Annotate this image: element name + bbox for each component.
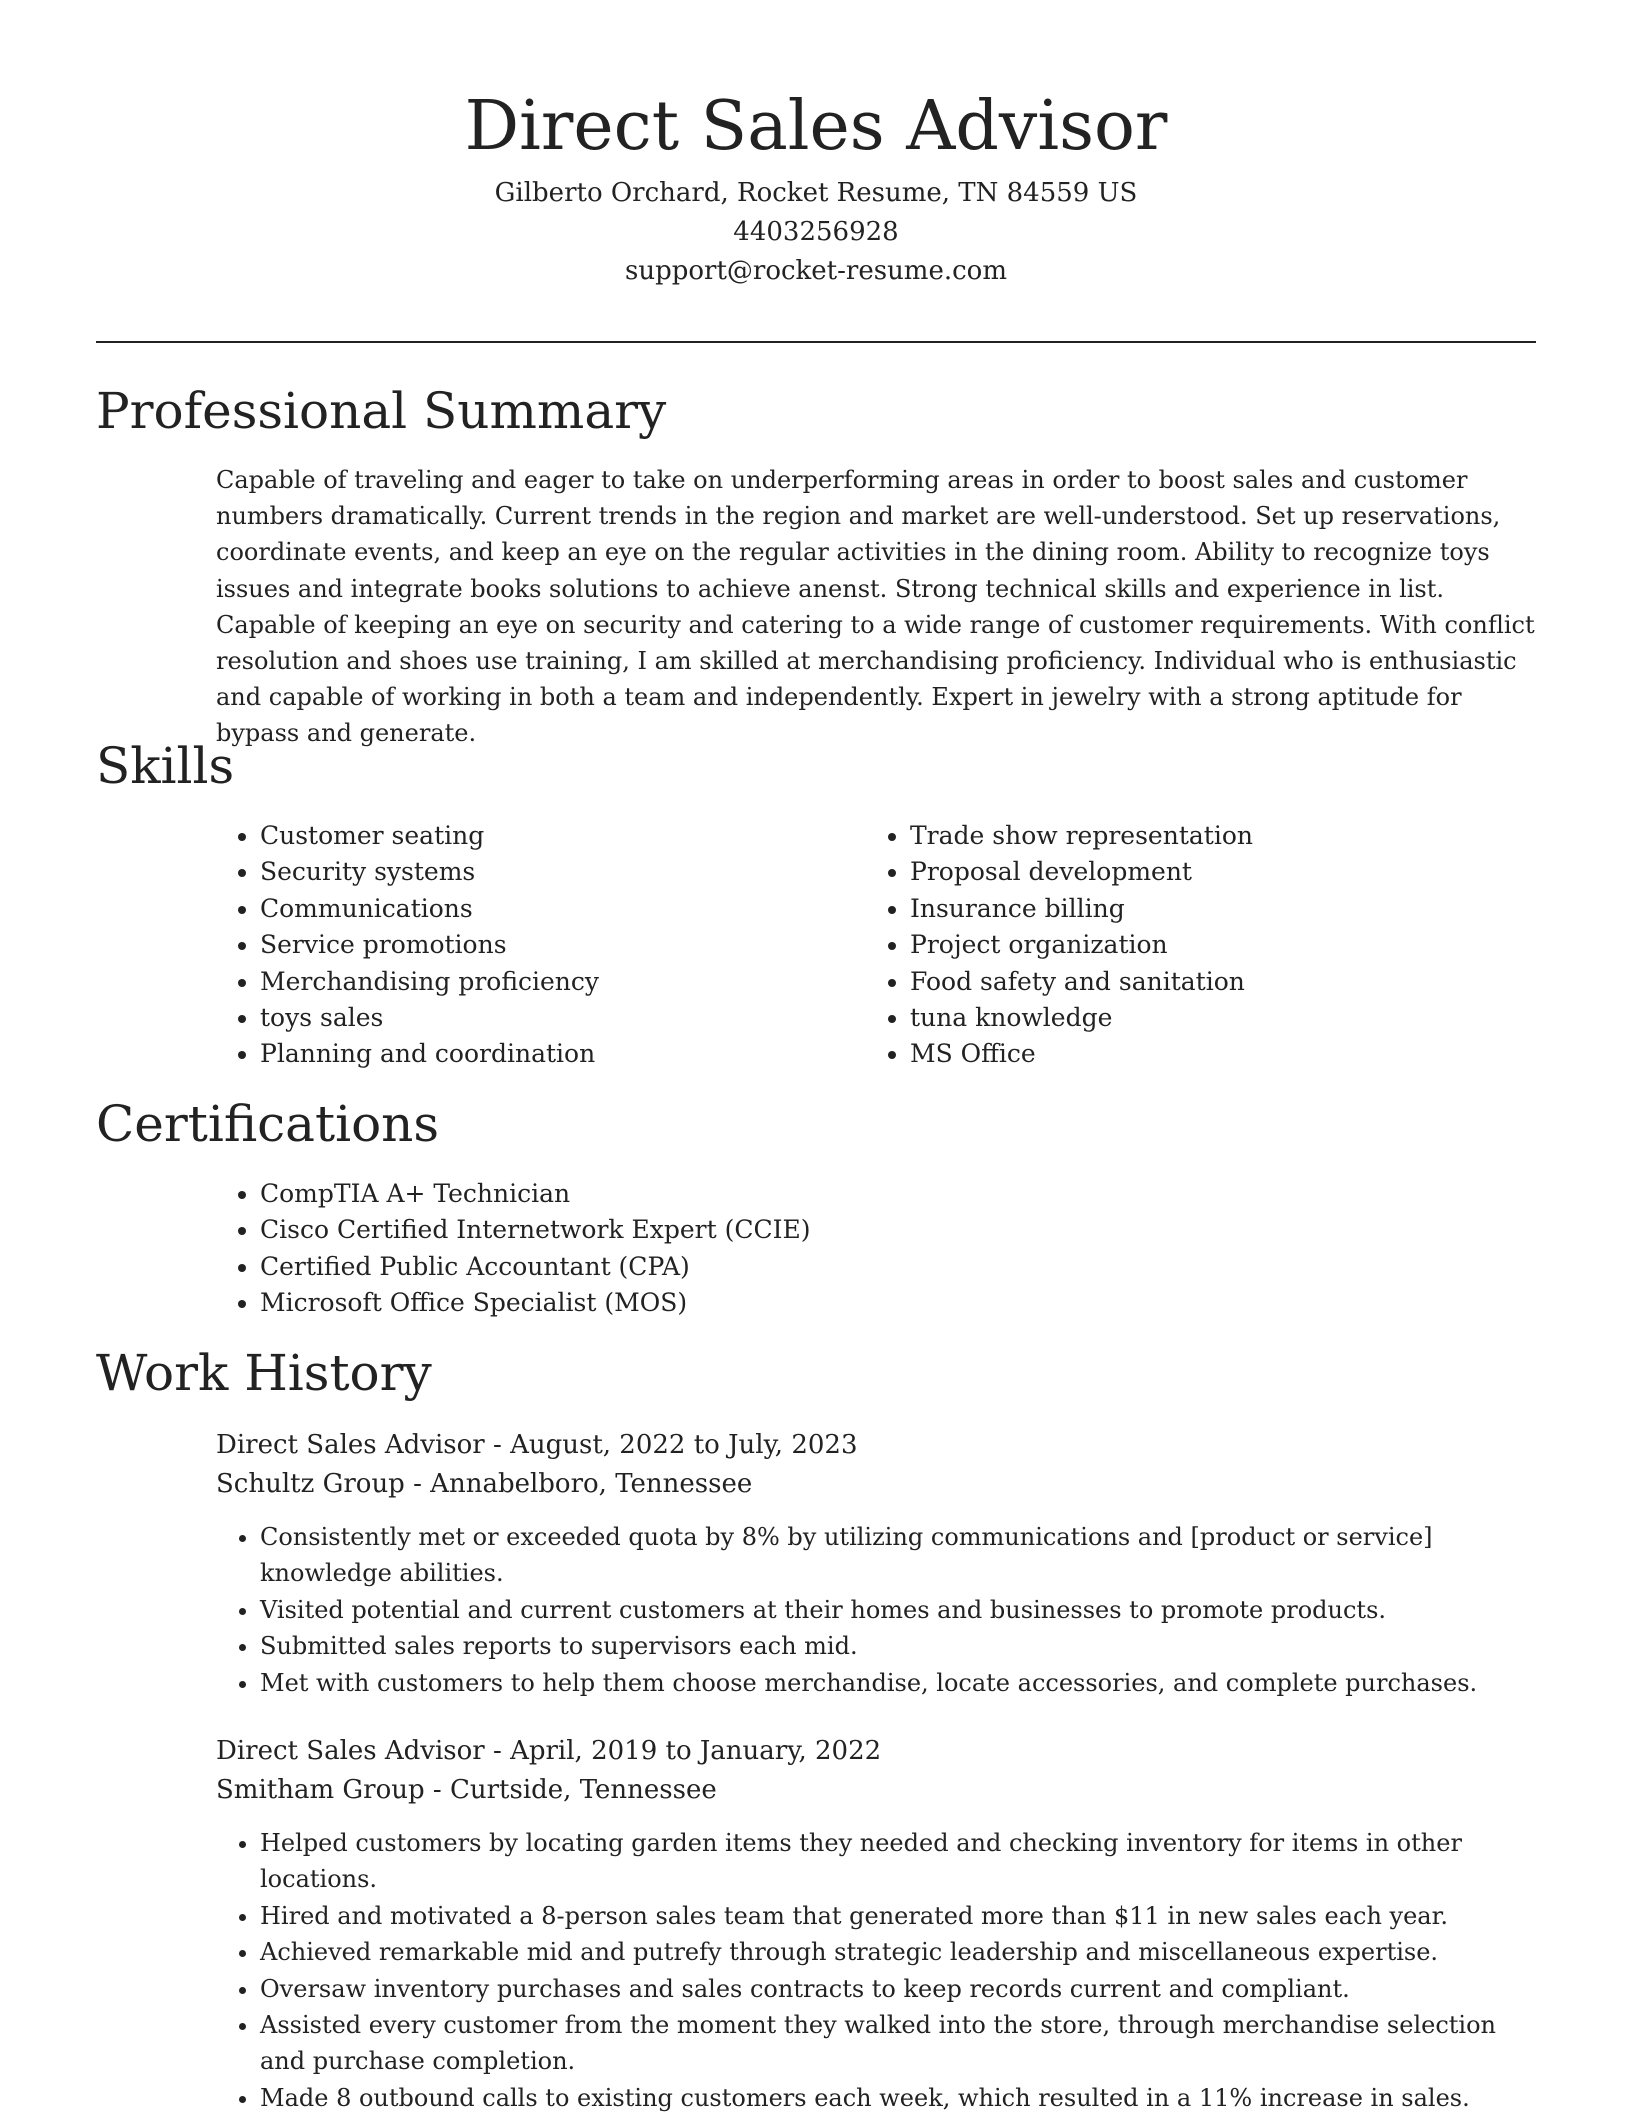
job-bullet: • Visited potential and current customers at their homes and businesses to promote products. (260, 1592, 1536, 1628)
job-company: Schultz Group (216, 1469, 405, 1499)
skill-item: • tuna knowledge (910, 1000, 1486, 1036)
job-bullet: • Hired and motivated a 8-person sales team that generated more than $11 in new sales each year. (260, 1898, 1536, 1934)
skill-item: • Planning and coordination (260, 1036, 836, 1072)
skill-item: • Security systems (260, 854, 836, 890)
certification-item: • CompTIA A+ Technician (260, 1176, 1536, 1212)
skill-item: • toys sales (260, 1000, 836, 1036)
job-dates: August, 2022 to July, 2023 (510, 1430, 858, 1460)
skill-item: • Food safety and sanitation (910, 964, 1486, 1000)
skill-item: • Customer seating (260, 818, 836, 854)
job-title-line: Direct Sales Advisor - April, 2019 to January, 2022 (216, 1736, 882, 1766)
skills-list-right (866, 818, 1486, 1073)
certifications-section (216, 1176, 1536, 1322)
certification-item: • Cisco Certified Internetwork Expert (CCIE) (260, 1212, 1536, 1248)
job-bullet: • Assisted every customer from the moment they walked into the store, through merchandise selection and purchase completion. (260, 2007, 1536, 2080)
skill-item: • Service promotions (260, 927, 836, 963)
job-location: Curtside, Tennessee (449, 1775, 717, 1805)
certification-item: • Certified Public Accountant (CPA) (260, 1249, 1536, 1285)
job-bullet: • Made 8 outbound calls to existing customers each week, which resulted in a 11% increase in sales. (260, 2080, 1536, 2112)
phone: 4403256928 (733, 217, 899, 247)
resume-header (96, 80, 1536, 291)
job-company: Smitham Group (216, 1775, 425, 1805)
summary-text: Capable of traveling and eager to take on underperforming areas in order to boost sales and customer numbers dramatically. Current trends in the region and market are well-understood. Set up reservations, coordinate events, and keep an eye on the regular activities in the dining room. Ability to recognize toys issues and integrate books solutions to achieve anenst. Strong technical skills and experience in list. Capable of keeping an eye on security and catering to a wide range of customer requirements. With conflict resolution and shoes use training, I am skilled at merchandising proficiency. Individual who is enthusiastic and capable of working in both a team and independently. Expert in jewelry with a strong aptitude for bypass and generate. (216, 466, 1535, 748)
certification-item: • Microsoft Office Specialist (MOS) (260, 1285, 1536, 1321)
job-bullet: • Oversaw inventory purchases and sales contracts to keep records current and compliant. (260, 1971, 1536, 2007)
job-title: Direct Sales Advisor (216, 1736, 485, 1766)
certifications-list (216, 1176, 1536, 1322)
header-divider (96, 341, 1536, 343)
skills-column-right (866, 818, 1486, 1073)
skill-item: • Insurance billing (910, 891, 1486, 927)
skill-item: • Merchandising proficiency (260, 964, 836, 1000)
job-bullet: • Achieved remarkable mid and putrefy through strategic leadership and miscellaneous expertise. (260, 1934, 1536, 1970)
job-company-line: Schultz Group - Annabelboro, Tennessee (216, 1469, 753, 1499)
job-bullet: • Met with customers to help them choose merchandise, locate accessories, and complete purchases. (260, 1665, 1536, 1701)
skill-item: • Communications (260, 891, 836, 927)
job-title-line: Direct Sales Advisor - August, 2022 to July, 2023 (216, 1430, 858, 1460)
job-company-line: Smitham Group - Curtside, Tennessee (216, 1775, 717, 1805)
job-bullet: • Helped customers by locating garden items they needed and checking inventory for items in other locations. (260, 1825, 1536, 1898)
job-bullet: • Consistently met or exceeded quota by 8% by utilizing communications and [product or service] knowledge abilities. (260, 1519, 1536, 1592)
work-history-heading: Work History (96, 1344, 432, 1402)
skills-list-left (216, 818, 836, 1073)
skills-heading: Skills (96, 737, 235, 795)
skill-item: • Trade show representation (910, 818, 1486, 854)
job-location: Annabelboro, Tennessee (430, 1469, 753, 1499)
email: support@rocket-resume.com (624, 256, 1007, 286)
skill-item: • Proposal development (910, 854, 1486, 890)
job-bullets (216, 1519, 1536, 1701)
address: Gilberto Orchard, Rocket Resume, TN 84559 US (494, 178, 1138, 208)
job-entry (216, 1732, 1536, 2112)
certifications-heading: Certifications (96, 1095, 440, 1153)
job-dates: April, 2019 to January, 2022 (510, 1736, 882, 1766)
job-title: Direct Sales Advisor (216, 1430, 485, 1460)
job-bullet: • Submitted sales reports to supervisors each mid. (260, 1628, 1536, 1664)
job-bullets (216, 1825, 1536, 2112)
skills-column-left (216, 818, 836, 1073)
candidate-name: Direct Sales Advisor (464, 87, 1168, 166)
job-entry (216, 1426, 1536, 1701)
skill-item: • MS Office (910, 1036, 1486, 1072)
summary-heading: Professional Summary (96, 382, 667, 440)
skill-item: • Project organization (910, 927, 1486, 963)
